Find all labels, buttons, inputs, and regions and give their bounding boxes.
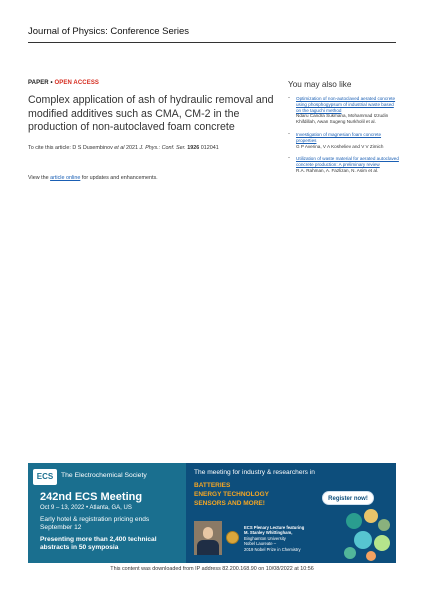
decorative-circle bbox=[374, 535, 390, 551]
lecturer-suit bbox=[197, 540, 219, 555]
citation-line bbox=[28, 145, 278, 151]
related-item-link[interactable]: Utilization of waste material for aerated autoclaved concrete production: A preliminary review bbox=[296, 156, 399, 168]
nobel-medal-icon bbox=[226, 531, 239, 544]
related-item-link[interactable]: Optimization of non-autoclaved aerated concrete using phosphogypsum of industrial waste based on the taguchi method bbox=[296, 96, 396, 113]
decorative-circle bbox=[354, 531, 372, 549]
article-online-link[interactable]: article online bbox=[50, 174, 81, 181]
journal-header: Journal of Physics: Conference Series bbox=[28, 26, 396, 43]
bullet-icon: - bbox=[288, 95, 290, 101]
view-after-text: for updates and enhancements. bbox=[80, 174, 158, 181]
article-title: Complex application of ash of hydraulic removal and modified additives such as CMA, CM-2 in the production of non-autoclaved foam concrete bbox=[28, 94, 274, 134]
decorative-circles bbox=[342, 507, 396, 563]
banner-tagline: The meeting for industry & researchers in bbox=[194, 469, 315, 476]
cite-volume: 1926 bbox=[185, 144, 200, 151]
related-item bbox=[288, 132, 400, 149]
abstracts-text: Presenting more than 2,400 technical abstracts in 50 symposia bbox=[40, 536, 157, 551]
meeting-title: 242nd ECS Meeting bbox=[40, 491, 143, 503]
topic-energy-technology: ENERGY TECHNOLOGY bbox=[194, 491, 270, 498]
plenary-line-1: ECS Plenary Lecture featuring bbox=[244, 525, 305, 530]
cite-year: 2021 bbox=[124, 144, 140, 151]
related-item-authors: R.A. Rahman, A. Fazlizan, N. Asim et al. bbox=[296, 167, 379, 173]
bullet-icon: - bbox=[288, 130, 290, 137]
decorative-circle bbox=[346, 513, 362, 529]
related-item-authors: G P Averina, V A Kosheliev and V V Zimich bbox=[296, 143, 384, 149]
cite-et-al: et al bbox=[114, 144, 125, 151]
related-sidebar bbox=[288, 80, 400, 181]
plenary-line-2: M. Stanley Whittingham, bbox=[244, 530, 293, 536]
cite-journal: J. Phys.: Conf. Ser. bbox=[139, 144, 186, 151]
topic-batteries: BATTERIES bbox=[194, 482, 231, 489]
meeting-date: Oct 9 – 13, 2022 • Atlanta, GA, US bbox=[40, 505, 132, 511]
lecturer-photo bbox=[194, 521, 222, 555]
plenary-lecture-text bbox=[244, 525, 334, 552]
related-item-authors: Ndaru Candra Sukmana, Mohammad Izzudin Khifdillah, Awan Sugeng Nurkholil et al. bbox=[296, 113, 389, 125]
banner-right-panel bbox=[186, 463, 396, 563]
plenary-line-3: Binghamton University bbox=[244, 535, 286, 541]
lecturer-face bbox=[203, 527, 213, 539]
open-access-label: OPEN ACCESS bbox=[54, 80, 100, 86]
plenary-line-4: Nobel Laureate – bbox=[244, 541, 277, 547]
society-name: The Electrochemical Society bbox=[61, 472, 147, 479]
decorative-circle bbox=[378, 519, 390, 531]
register-now-button[interactable]: Register now! bbox=[322, 491, 374, 505]
sidebar-heading: You may also like bbox=[288, 80, 352, 89]
banner-left-panel bbox=[28, 463, 186, 563]
cite-prefix: To cite this article: bbox=[28, 144, 73, 151]
download-footer: This content was downloaded from IP address 82.200.168.90 on 10/08/2022 at 10:56 bbox=[110, 566, 314, 572]
article-type-line bbox=[28, 80, 278, 86]
decorative-circle bbox=[366, 551, 376, 561]
view-before-text: View the bbox=[28, 174, 51, 181]
plenary-line-5: 2019 Nobel Prize in Chemistry bbox=[244, 546, 301, 552]
ecs-meeting-ad-banner[interactable] bbox=[28, 463, 396, 563]
decorative-circle bbox=[364, 509, 378, 523]
article-main bbox=[28, 80, 278, 181]
type-separator: • bbox=[48, 80, 55, 86]
related-item-link[interactable]: Investigation of magnesian foam concrete properties bbox=[296, 131, 382, 143]
bullet-icon: - bbox=[288, 155, 290, 162]
cite-authors: D S Dusembinov bbox=[72, 144, 115, 151]
related-item bbox=[288, 96, 400, 125]
decorative-circle bbox=[344, 547, 356, 559]
ecs-logo: ECS bbox=[33, 469, 57, 485]
early-registration-text: Early hotel & registration pricing ends September 12 bbox=[40, 516, 150, 531]
view-online-line bbox=[28, 175, 278, 181]
cite-article-number: 012041 bbox=[199, 144, 219, 151]
paper-type-label: PAPER bbox=[28, 80, 49, 86]
related-item bbox=[288, 156, 400, 173]
topic-sensors: SENSORS AND MORE! bbox=[194, 500, 265, 507]
